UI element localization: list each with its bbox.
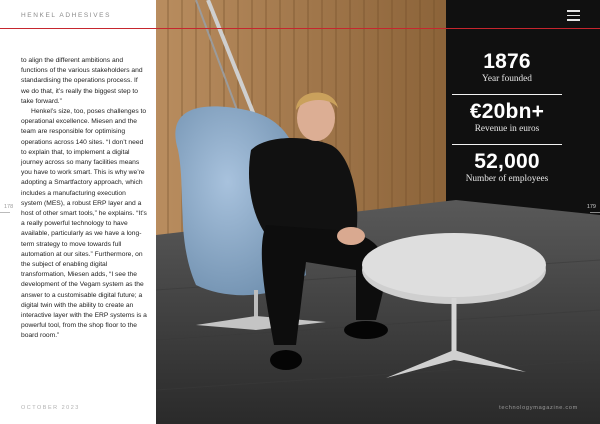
stat-label: Year founded bbox=[482, 74, 532, 84]
stat-label: Number of employees bbox=[465, 174, 549, 184]
page-number-right: 179 bbox=[586, 204, 596, 210]
page-marker-right bbox=[590, 212, 600, 213]
website-link[interactable]: technologymagazine.com bbox=[499, 405, 578, 411]
stats-panel bbox=[452, 50, 562, 189]
stat-year-founded bbox=[452, 50, 562, 89]
text-column bbox=[0, 0, 156, 424]
header-accent-line bbox=[0, 28, 600, 29]
page-marker-left bbox=[0, 212, 10, 213]
issue-date: OCTOBER 2023 bbox=[21, 405, 80, 411]
stat-value: €20bn+ bbox=[469, 100, 545, 123]
brand-header: HENKEL ADHESIVES bbox=[21, 12, 112, 19]
stat-value: 52,000 bbox=[474, 150, 540, 173]
stat-divider bbox=[452, 94, 562, 95]
hamburger-menu-icon[interactable] bbox=[567, 10, 580, 21]
article-paragraph-2: Henkel’s size, too, poses challenges to operational excellence. Miesen and the team are responsible for optimising operations across 140 sites. “I don’t need to explain that, to implement a digital journey across so many facilities means you have to work smart. This is why we’re adopting a Smartfactory approach, which includes a manufacturing execution system (MES), a robust ERP layer and a host of other smart tools,” he explains. “It’s a really powerful technology to have available, particularly as we have a long-term strategy to move towards full automation at our sites.” Furthermore, on the subject of enabling digital transformation, Miesen adds, “I see the development of the Vegam system as the answer to a customisable digital future; a digital twin with the ability to create an interactive layer with the ERP systems is a powerful tool, from the shop floor to the board room.” bbox=[21, 108, 147, 340]
stat-divider bbox=[452, 144, 562, 145]
stat-revenue bbox=[452, 100, 562, 139]
page-number-left: 178 bbox=[4, 204, 14, 210]
article-body bbox=[21, 56, 147, 342]
article-paragraph-1: to align the different ambitions and functions of the various stakeholders and standardising the operations process. If we do that, it’s really the biggest step to take forward.” bbox=[21, 57, 143, 105]
stat-value: 1876 bbox=[483, 50, 531, 73]
stat-label: Revenue in euros bbox=[474, 124, 540, 134]
stat-employees bbox=[452, 150, 562, 189]
